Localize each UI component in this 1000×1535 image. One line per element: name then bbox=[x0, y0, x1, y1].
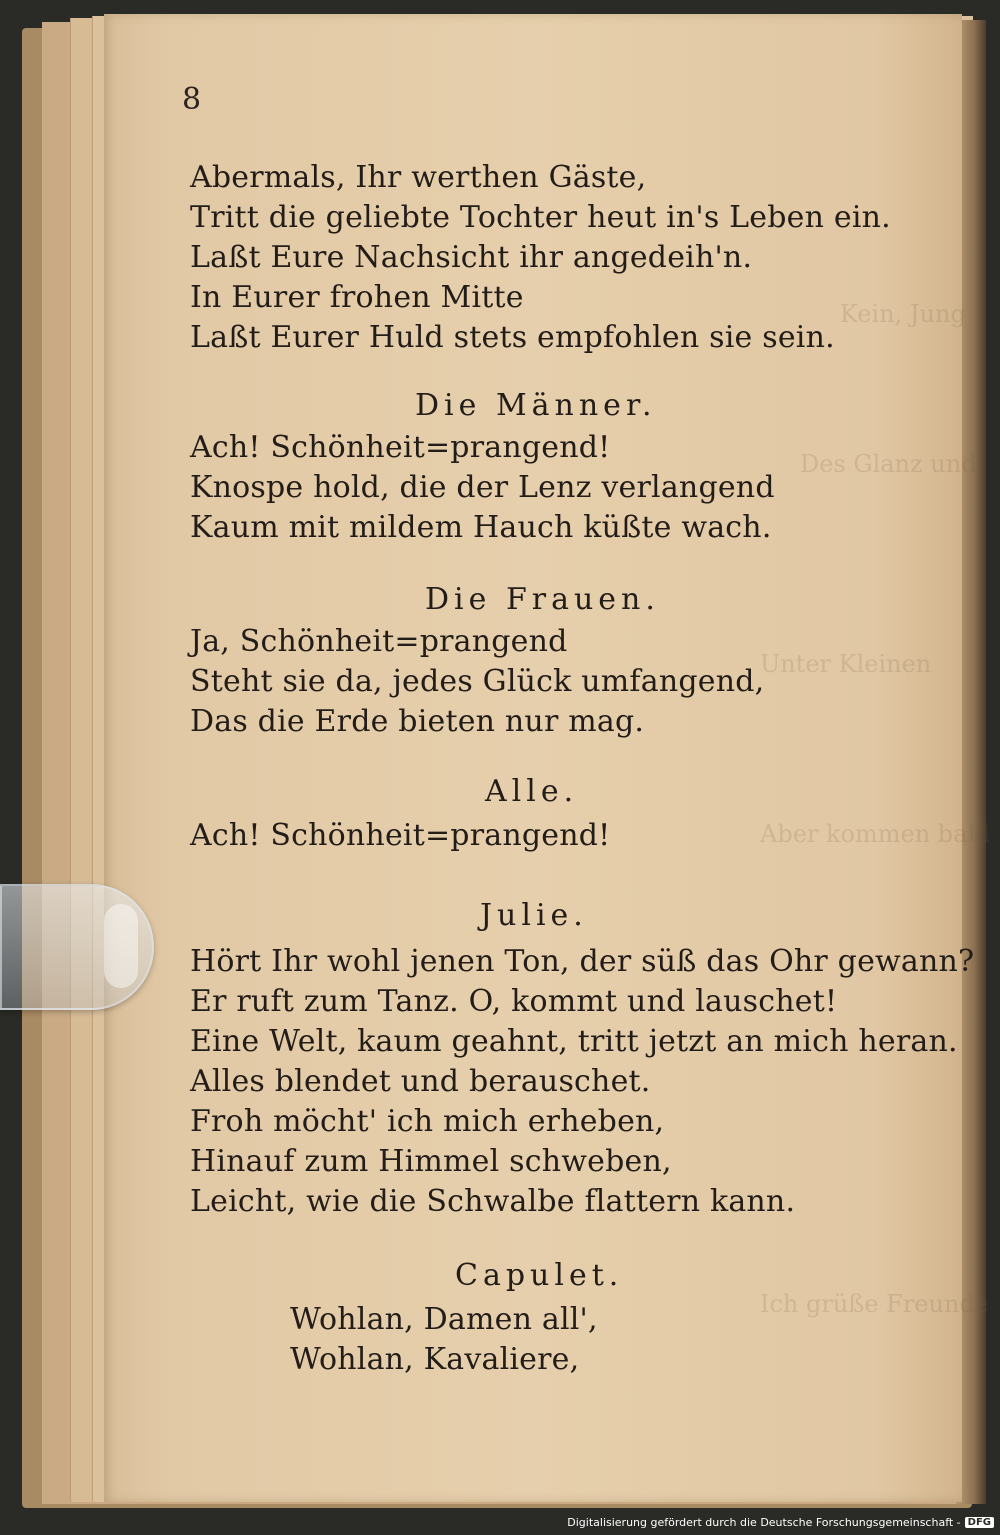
verse-line: Wohlan, Damen all', bbox=[290, 1302, 598, 1337]
verse-line: In Eurer frohen Mitte bbox=[190, 280, 524, 315]
verse-line: Hört Ihr wohl jenen Ton, der süß das Ohr gewann? bbox=[190, 944, 975, 979]
verse-line: Tritt die geliebte Tochter heut in's Leben ein. bbox=[190, 200, 891, 235]
verse-line: Das die Erde bieten nur mag. bbox=[190, 704, 645, 739]
verse-line: Eine Welt, kaum geahnt, tritt jetzt an mich heran. bbox=[190, 1024, 958, 1059]
page-number: 8 bbox=[182, 82, 202, 117]
speaker-heading: Alle. bbox=[485, 774, 579, 809]
speaker-heading: Julie. bbox=[480, 898, 588, 933]
verse-line: Steht sie da, jedes Glück umfangend, bbox=[190, 664, 765, 699]
verse-line: Ja, Schönheit=prangend bbox=[190, 624, 568, 659]
show-through-text: Unter Kleinen bbox=[760, 650, 932, 678]
verse-line: Ach! Schönheit=prangend! bbox=[190, 430, 611, 465]
plastic-clip bbox=[0, 884, 154, 1010]
verse-line: Ach! Schönheit=prangend! bbox=[190, 818, 611, 853]
show-through-text: Aber kommen bald bbox=[760, 820, 991, 848]
show-through-text: Ich grüße Freunde bbox=[760, 1290, 989, 1318]
digitization-footer bbox=[567, 1513, 994, 1531]
verse-line: Alles blendet und berauschet. bbox=[190, 1064, 651, 1099]
verse-line: Hinauf zum Himmel schweben, bbox=[190, 1144, 672, 1179]
clip-highlight bbox=[104, 904, 138, 988]
verse-line: Abermals, Ihr werthen Gäste, bbox=[190, 160, 647, 195]
speaker-heading: Capulet. bbox=[455, 1258, 624, 1293]
verse-line: Froh möcht' ich mich erheben, bbox=[190, 1104, 665, 1139]
dfg-logo: DFG bbox=[965, 1517, 994, 1528]
verse-line: Leicht, wie die Schwalbe flattern kann. bbox=[190, 1184, 796, 1219]
speaker-heading: Die Männer. bbox=[415, 388, 657, 423]
show-through-text: Kein, Jung bbox=[840, 300, 966, 328]
verse-line: Laßt Eurer Huld stets empfohlen sie sein. bbox=[190, 320, 835, 355]
verse-line: Laßt Eure Nachsicht ihr angedeih'n. bbox=[190, 240, 753, 275]
speaker-heading: Die Frauen. bbox=[425, 582, 660, 617]
verse-line: Er ruft zum Tanz. O, kommt und lauschet! bbox=[190, 984, 838, 1019]
footer-credit: Digitalisierung gefördert durch die Deutsche Forschungsgemeinschaft - bbox=[567, 1515, 961, 1529]
show-through-text: Des Glanz und bbox=[800, 450, 977, 478]
verse-line: Knospe hold, die der Lenz verlangend bbox=[190, 470, 775, 505]
verse-line: Kaum mit mildem Hauch küßte wach. bbox=[190, 510, 772, 545]
verse-line: Wohlan, Kavaliere, bbox=[290, 1342, 580, 1377]
